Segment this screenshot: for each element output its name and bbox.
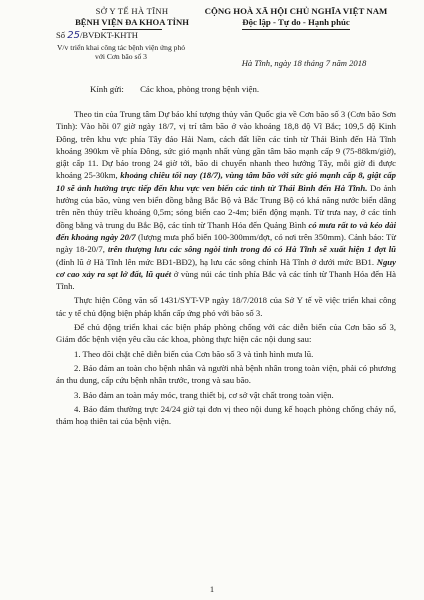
issuer-block [52,6,212,32]
doc-no-prefix: Số [56,30,66,40]
list-item: 3. Bảo đảm an toàn máy móc, trang thiết bị, cơ sở vật chất trong toàn viện. [74,389,334,400]
paragraph-reference: Thực hiện Công văn số 1431/SYT-VP ngày 18/7/2018 của Sở Y tế về việc triển khai công tác y tế chủ động biện pháp khẩn cấp ứng phó với bão số 3. [56,295,396,318]
forecast-text-4: (đỉnh lũ ở Hà Tĩnh lên mức BĐ1-BĐ2), hạ lưu các sông chính Hà Tĩnh ở dưới mức BĐ1. [56,256,377,267]
national-header [196,6,396,30]
document-number [56,30,138,41]
paragraph-request: Để chủ động triển khai các biện pháp phòng chống với các diễn biến của Cơn bão số 3, Giám đốc bệnh viện yêu cầu các khoa, phòng thực hiện các nội dung sau: [56,322,396,345]
parent-org: SỞ Y TẾ HÀ TĨNH [95,6,169,16]
doc-no-handwritten: 25 [67,30,80,41]
forecast-emphasis: khoảng chiều tối nay (18/7), vùng tâm bão với sức gió mạnh cấp 8, giật cấp 10 sẽ ảnh hưởng trực tiếp đến khu vực ven biển các tỉnh từ Thái Bình đến Hà Tĩnh. [56,170,396,193]
forecast-text: Theo tin của Trung tâm Dự báo khí tượng thủy văn Quốc gia về Cơn bão số 3 (Cơn bão Sơn Tinh): Vào hồi 07 giờ ngày 18/7, vị trí tâm bão ở vào khoảng 18,8 độ Vĩ Bắc; 109,5 độ Kinh Đông, trên khu vực phía Tây đảo Hải Nam, cách đất liền các tỉnh từ Thái Bình đến Hà Tĩnh khoảng 390km về phía Đông, sức gió mạnh nhất vùng gần tâm bão mạnh cấp 9 (75-88km/giờ), giật cấp 11. Dự báo trong 24 giờ tới, bão di chuyển nhanh theo hướng Tây, mỗi giờ đi được khoảng 25-30km, [56,109,396,181]
forecast-text-2: Do ảnh hưởng của bão, vùng ven biển đồng bằng Bắc Bộ và Bắc Trung Bộ có khả năng nước biển dâng trên nền thủy triều khoảng 0,5m; sóng biển cao 2-4m; biển động mạnh. Từ trưa nay, ở các tỉnh đồng bằng và trung du Bắc Bộ, các tỉnh từ Thanh Hóa đến Quảng Bình [56,182,396,230]
page-number: 1 [209,584,215,594]
rain-emphasis: có mưa rất to và kéo dài đến khoảng ngày 20/7 [56,219,397,242]
nation-title: CỘNG HOÀ XÃ HỘI CHỦ NGHĨA VIỆT NAM [204,6,388,16]
document-body [56,108,396,429]
motto: Độc lập - Tự do - Hạnh phúc [242,17,350,27]
list-item: 1. Theo dõi chặt chẽ diễn biến của Cơn bão số 3 và tình hình mưa lũ. [74,348,314,359]
forecast-text-5: ở vùng núi các tỉnh phía Bắc và các tỉnh từ Thanh Hóa đến Hà Tĩnh. [56,268,396,292]
list-item: 2. Bảo đảm an toàn cho bệnh nhân và người nhà bệnh nhân trong toàn viện, phải có phương án thu dung, cấp cứu bệnh nhân trước, trong và sau bão. [56,362,396,386]
document-subject: V/v triển khai công tác bệnh viện ứng phó với Cơn bão số 3 [56,43,186,62]
doc-no-suffix: /BVĐKT-KHTH [79,30,138,40]
greeting-recipients: Các khoa, phòng trong bệnh viện. [140,84,260,94]
flood-emphasis: trên thượng lưu các sông ngòi tỉnh trong đó có Hà Tĩnh sẽ xuất hiện 1 đợt lũ [107,244,396,255]
forecast-text-3: (lượng mưa phổ biến 100-300mm/đợt, có nơi trên 350mm). Cảnh báo: Từ ngày 18-20/7, [56,231,396,255]
greeting [90,84,259,94]
org-name: BỆNH VIỆN ĐA KHOA TỈNH [75,17,189,27]
list-item: 4. Bảo đảm thường trực 24/24 giờ tại đơn vị theo nội dung kế hoạch phòng chống cháy nổ, thảm hoạ thiên tai của bệnh viện. [56,403,396,427]
paragraph-forecast [56,108,396,292]
date-line: Hà Tĩnh, ngày 18 tháng 7 năm 2018 [241,58,367,68]
greeting-label: Kính gửi: [90,84,124,94]
landslide-emphasis: Nguy cơ cao xảy ra sạt lở đất, lũ quét [56,256,396,279]
motto-underline [242,29,350,30]
